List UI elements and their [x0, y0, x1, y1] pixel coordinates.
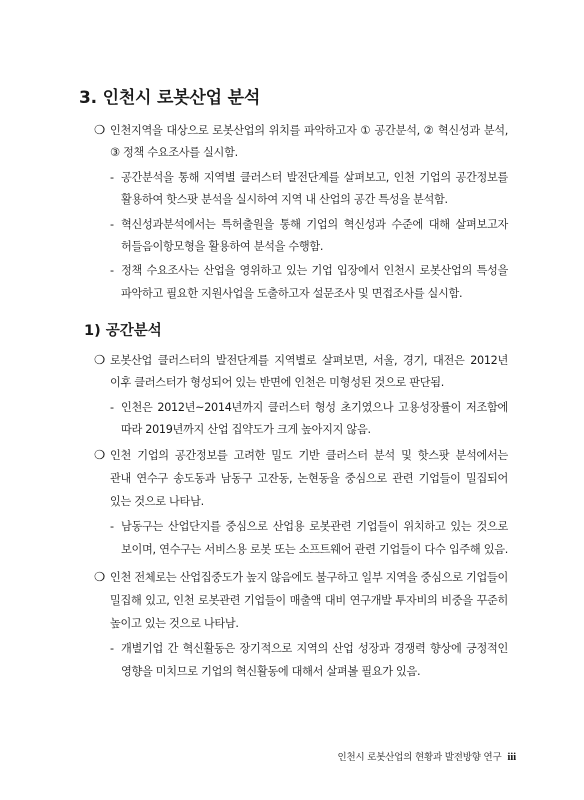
- point-1-line-2: 이후 클러스터가 형성되어 있는 반면에 인천은 미형성된 것으로 판단됨.: [110, 376, 445, 389]
- dash-marker: -: [110, 218, 115, 231]
- point-1-line-1: 로봇산업 클러스터의 발전단계를 지역별로 살펴보면, 서울, 경기, 대전은 2012년: [110, 354, 508, 367]
- point-2-sub-line-2: 보이며, 연수구는 서비스용 로봇 또는 소프트웨어 관련 기업들이 다수 입주해 있음.: [121, 543, 508, 556]
- point-3-line-1: 인천 전체로는 산업집중도가 높지 않음에도 불구하고 일부 지역을 중심으로 기업들이: [110, 571, 508, 584]
- point-2-sub-line-1: 남동구는 산업단지를 중심으로 산업용 로봇관련 기업들이 위치하고 있는 것으로: [121, 520, 508, 533]
- circle-bullet-icon: ❍: [94, 122, 106, 137]
- dash-marker: -: [110, 264, 115, 277]
- point-2-line-1: 인천 기업의 공간정보를 고려한 밀도 기반 클러스터 분석 및 핫스팟 분석에서는: [110, 449, 508, 462]
- section-title: 3. 인천시 로봇산업 분석: [79, 88, 261, 108]
- point-3-sub-line-1: 개별기업 간 혁신활동은 장기적으로 지역의 산업 성장과 경쟁력 향상에 긍정적인: [121, 642, 508, 655]
- dash-marker: -: [110, 642, 115, 655]
- running-title: 인천시 로봇산업의 현황과 발전방향 연구: [337, 752, 502, 763]
- intro-line-1: 인천지역을 대상으로 로봇산업의 위치를 파악하고자 ① 공간분석, ② 혁신성과 분석,: [110, 124, 508, 137]
- intro-sub-2-line-2: 허들음이항모형을 활용하여 분석을 수행함.: [121, 240, 324, 253]
- dash-marker: -: [110, 520, 115, 533]
- intro-sub-3-line-2: 파악하고 필요한 지원사업을 도출하고자 설문조사 및 면접조사를 실시함.: [121, 287, 463, 300]
- page-number: iii: [507, 751, 516, 763]
- point-2-line-2: 관내 연수구 송도동과 남동구 고잔동, 논현동을 중심으로 관련 기업들이 밀집되어: [110, 472, 508, 485]
- intro-sub-2-line-1: 혁신성과분석에서는 특허출원을 통해 기업의 혁신성과 수준에 대해 살펴보고자: [121, 218, 508, 231]
- point-3-line-3: 높이고 있는 것으로 나타남.: [110, 617, 239, 630]
- dash-marker: -: [110, 171, 115, 184]
- page-footer: [338, 749, 516, 763]
- circle-bullet-icon: ❍: [94, 569, 106, 584]
- intro-line-2: ③ 정책 수요조사를 실시함.: [110, 146, 238, 159]
- point-1-sub-line-2: 따라 2019년까지 산업 집약도가 크게 높아지지 않음.: [121, 423, 371, 436]
- point-3-sub-line-2: 영향을 미치므로 기업의 혁신활동에 대해서 살펴볼 필요가 있음.: [121, 665, 421, 678]
- circle-bullet-icon: ❍: [94, 447, 106, 462]
- intro-sub-3-line-1: 정책 수요조사는 산업을 영위하고 있는 기업 입장에서 인천시 로봇산업의 특성을: [121, 264, 508, 277]
- intro-sub-1-line-2: 활용하여 핫스팟 분석을 실시하여 지역 내 산업의 공간 특성을 분석함.: [121, 193, 448, 206]
- circle-bullet-icon: ❍: [94, 352, 106, 367]
- point-3-line-2: 밀집해 있고, 인천 로봇관련 기업들이 매출액 대비 연구개발 투자비의 비중을 꾸준히: [110, 594, 508, 607]
- intro-sub-1-line-1: 공간분석을 통해 지역별 클러스터 발전단계를 살펴보고, 인천 기업의 공간정보를: [121, 171, 508, 184]
- subsection-title: 1) 공간분석: [84, 323, 162, 339]
- dash-marker: -: [110, 401, 115, 414]
- point-1-sub-line-1: 인천은 2012년~2014년까지 클러스터 형성 초기였으나 고용성장률이 저조함에: [121, 401, 508, 414]
- point-2-line-3: 있는 것으로 나타남.: [110, 495, 204, 508]
